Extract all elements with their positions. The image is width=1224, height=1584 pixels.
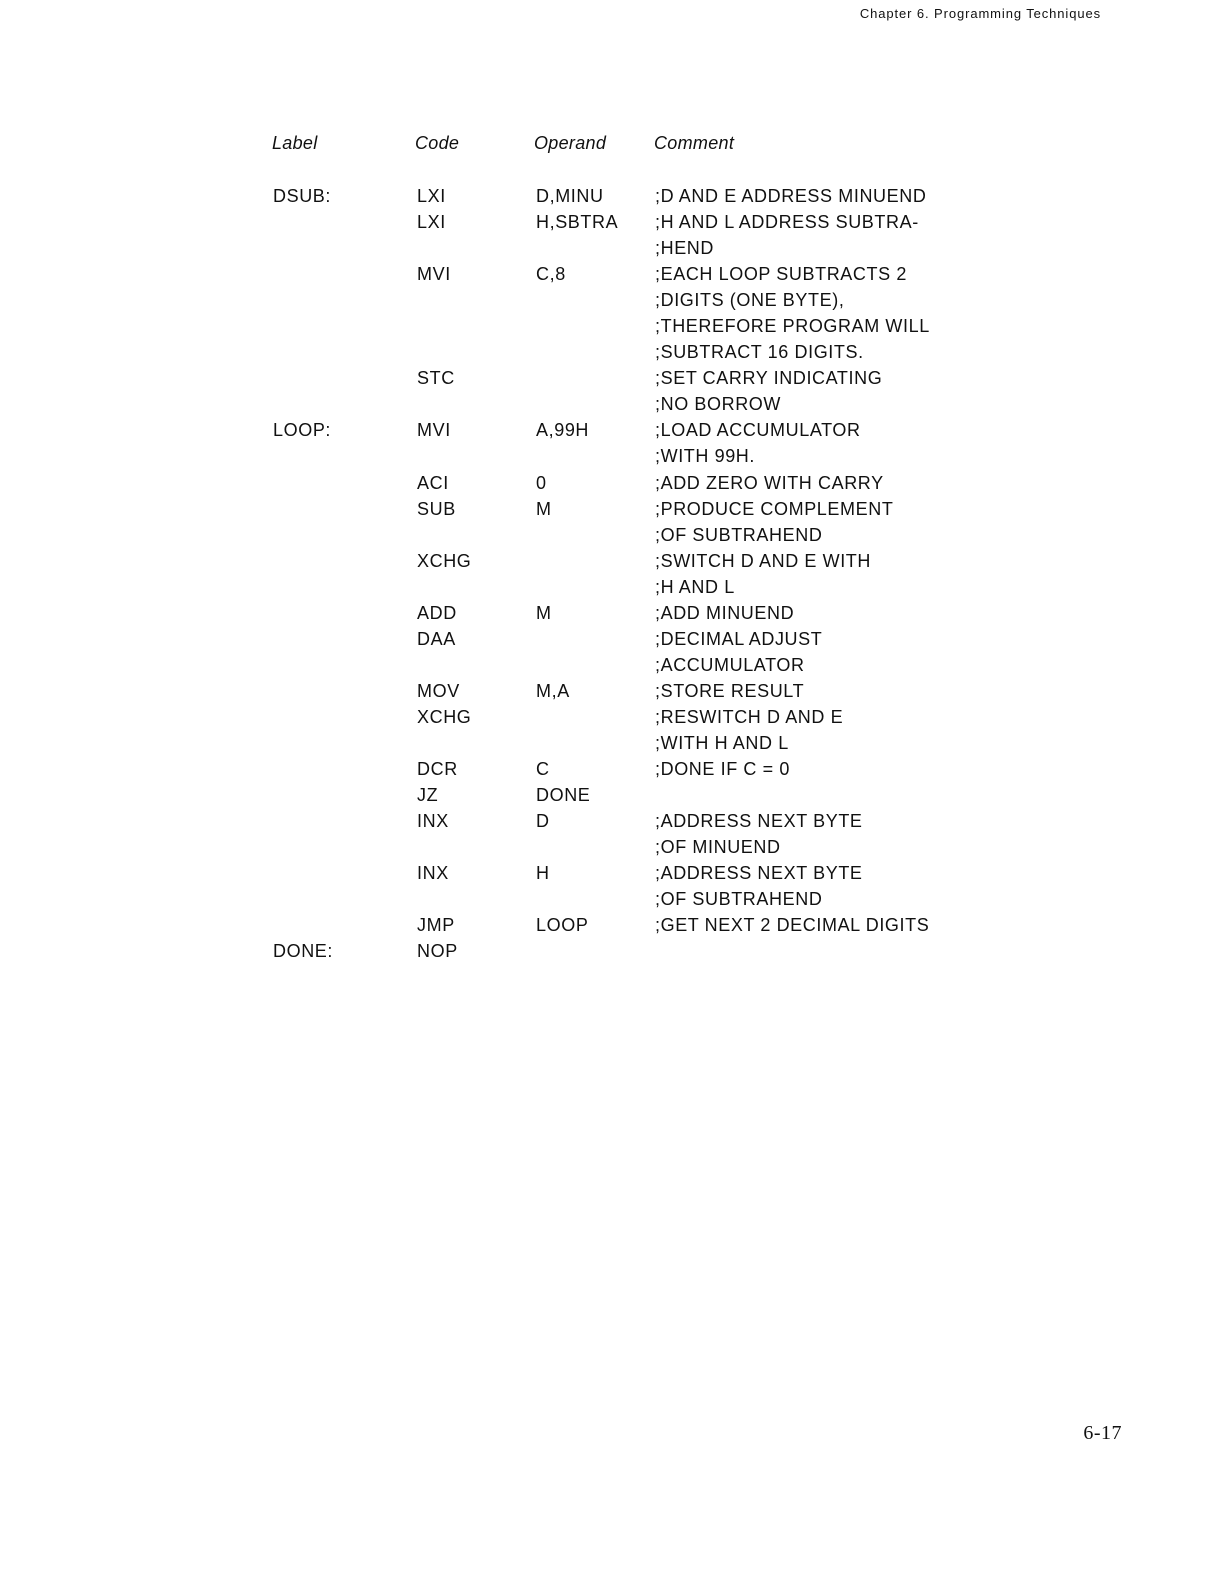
row-comment: ;SET CARRY INDICATING (655, 368, 883, 389)
row-code: DAA (417, 628, 456, 649)
row-operand: M (536, 602, 552, 623)
row-code: SUB (417, 498, 456, 519)
listing-row (0, 419, 1224, 445)
listing-row (0, 836, 1224, 862)
row-comment: ;ADDRESS NEXT BYTE (655, 811, 863, 832)
listing-row (0, 393, 1224, 419)
row-comment: ;GET NEXT 2 DECIMAL DIGITS (655, 915, 930, 936)
listing-row (0, 211, 1224, 237)
listing-row (0, 680, 1224, 706)
row-comment: ;H AND L (655, 576, 735, 597)
row-comment: ;ADD ZERO WITH CARRY (655, 472, 884, 493)
row-operand: D,MINU (536, 186, 604, 206)
row-label: DSUB: (273, 186, 332, 206)
listing-row (0, 576, 1224, 602)
row-comment: ;OF SUBTRAHEND (655, 889, 823, 910)
row-code: INX (417, 863, 449, 884)
listing-row (0, 289, 1224, 315)
listing-row (0, 810, 1224, 836)
row-operand: 0 (536, 472, 547, 493)
row-operand: H (536, 863, 550, 884)
listing-row (0, 706, 1224, 732)
listing-row (0, 784, 1224, 810)
row-comment: ;D AND E ADDRESS MINUEND (655, 186, 927, 206)
listing-row (0, 550, 1224, 576)
row-comment: ;THEREFORE PROGRAM WILL (655, 316, 930, 337)
listing-row (0, 524, 1224, 550)
row-code: MVI (417, 264, 451, 285)
listing-row (0, 602, 1224, 628)
row-comment: ;WITH H AND L (655, 732, 789, 753)
row-code: DCR (417, 759, 458, 780)
row-comment: ;ADDRESS NEXT BYTE (655, 863, 863, 884)
row-comment: ;ACCUMULATOR (655, 654, 805, 675)
row-comment: ;DECIMAL ADJUST (655, 628, 823, 649)
row-operand: M,A (536, 680, 570, 701)
row-comment: ;STORE RESULT (655, 680, 805, 701)
row-code: INX (417, 811, 449, 832)
listing-row (0, 263, 1224, 289)
listing-row (0, 237, 1224, 263)
row-operand: DONE (536, 785, 591, 806)
row-code: XCHG (417, 706, 472, 727)
row-comment: ;EACH LOOP SUBTRACTS 2 (655, 264, 907, 285)
row-comment: ;OF SUBTRAHEND (655, 524, 823, 545)
row-comment: ;SWITCH D AND E WITH (655, 550, 871, 571)
row-comment: ;HEND (655, 238, 715, 259)
listing-row (0, 940, 1224, 966)
row-comment: ;DONE IF C = 0 (655, 759, 790, 780)
row-comment: ;SUBTRACT 16 DIGITS. (655, 342, 864, 363)
assembly-listing (0, 185, 1224, 966)
row-operand: M (536, 498, 552, 519)
column-headers (0, 133, 1224, 159)
column-header-label: Label (272, 133, 318, 153)
row-comment: ;RESWITCH D AND E (655, 706, 844, 727)
row-comment: ;LOAD ACCUMULATOR (655, 420, 861, 441)
row-operand: H,SBTRA (536, 212, 619, 233)
listing-row (0, 445, 1224, 471)
row-comment: ;OF MINUEND (655, 837, 781, 858)
row-code: XCHG (417, 550, 472, 571)
row-label: LOOP: (273, 420, 332, 441)
row-code: NOP (417, 941, 458, 962)
listing-row (0, 498, 1224, 524)
row-code: LXI (417, 186, 446, 206)
row-code: ADD (417, 602, 457, 623)
listing-row (0, 341, 1224, 367)
row-code: MVI (417, 420, 451, 441)
column-header-code: Code (415, 133, 460, 153)
listing-row (0, 862, 1224, 888)
row-comment: ;H AND L ADDRESS SUBTRA- (655, 212, 919, 233)
listing-row (0, 367, 1224, 393)
row-code: ACI (417, 472, 449, 493)
column-header-operand: Operand (534, 133, 607, 153)
row-code: STC (417, 368, 455, 389)
listing-row (0, 758, 1224, 784)
row-code: JMP (417, 915, 455, 936)
row-operand: A,99H (536, 420, 590, 441)
listing-row (0, 472, 1224, 498)
running-head: Chapter 6. Programming Techniques (859, 6, 1101, 21)
listing-row (0, 315, 1224, 341)
page-number: 6-17 (1083, 1422, 1122, 1444)
column-header-comment: Comment (654, 133, 735, 153)
row-comment: ;WITH 99H. (655, 446, 756, 467)
row-operand: LOOP (536, 915, 589, 936)
row-code: MOV (417, 680, 460, 701)
row-code: LXI (417, 212, 446, 233)
listing-row (0, 888, 1224, 914)
row-code: JZ (417, 785, 439, 806)
row-label: DONE: (273, 941, 334, 962)
row-operand: C,8 (536, 264, 566, 285)
row-operand: D (536, 811, 550, 832)
listing-row (0, 185, 1224, 211)
listing-row (0, 914, 1224, 940)
row-comment: ;PRODUCE COMPLEMENT (655, 498, 894, 519)
listing-row (0, 732, 1224, 758)
row-operand: C (536, 759, 550, 780)
listing-row (0, 654, 1224, 680)
row-comment: ;DIGITS (ONE BYTE), (655, 290, 845, 311)
row-comment: ;NO BORROW (655, 394, 781, 415)
listing-row (0, 628, 1224, 654)
row-comment: ;ADD MINUEND (655, 602, 795, 623)
